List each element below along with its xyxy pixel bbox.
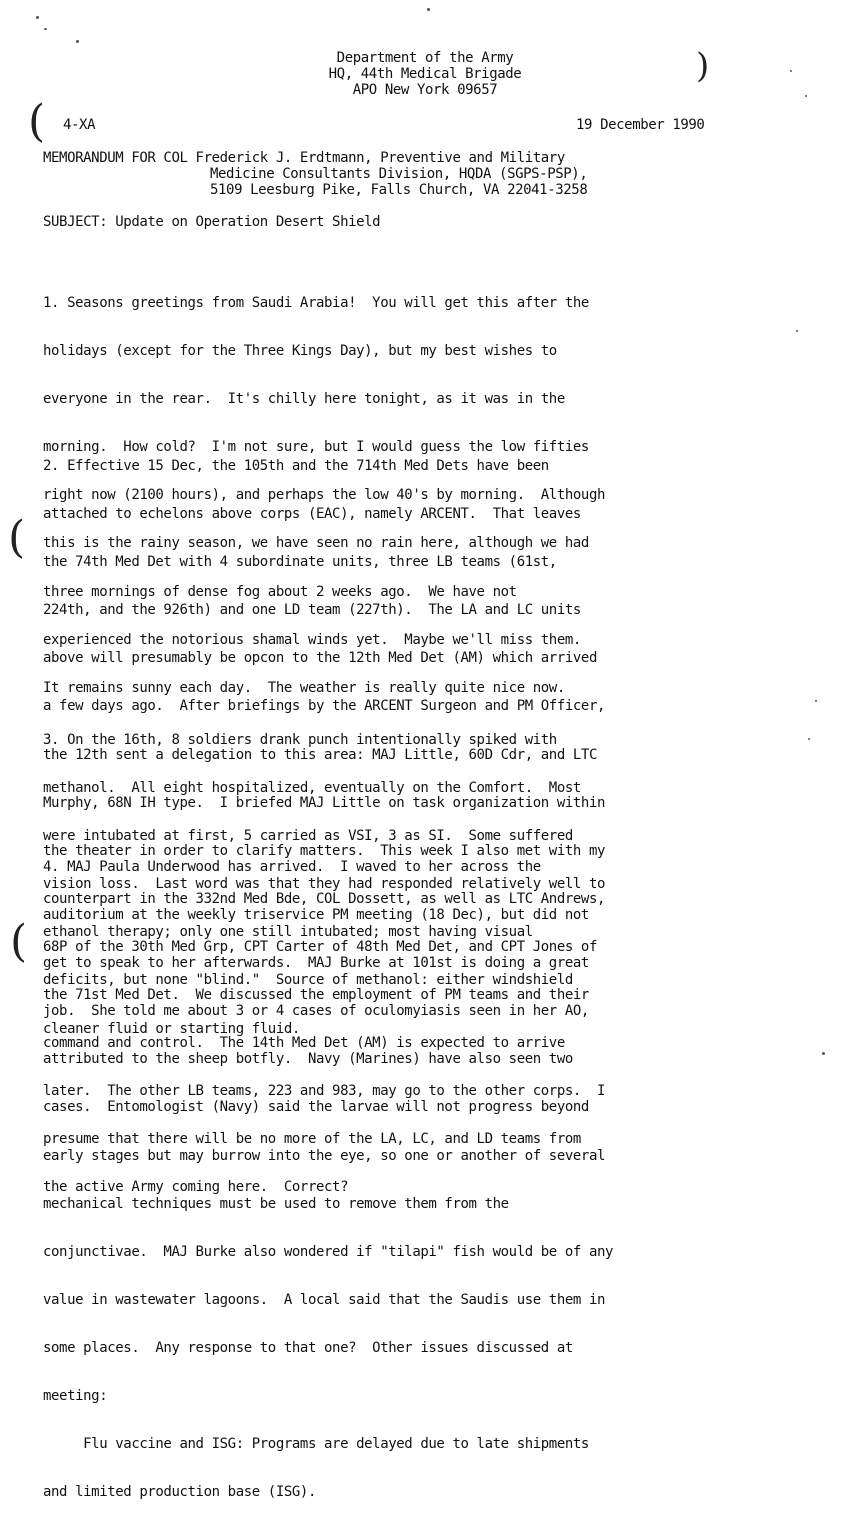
letterhead-org: Department of the Army (336, 50, 514, 66)
memo-for-line-2: Medicine Consultants Division, HQDA (SGPS-PSP), (210, 166, 588, 182)
paragraph-line: 3. On the 16th, 8 soldiers drank punch intentionally spiked with (43, 732, 557, 748)
paragraph-line: job. She told me about 3 or 4 cases of oculomyiasis seen in her AO, (43, 1003, 589, 1020)
memo-subject: SUBJECT: Update on Operation Desert Shield (43, 214, 381, 230)
paragraph-line: 1. Seasons greetings from Saudi Arabia! You will get this after the (43, 295, 589, 311)
paragraph-line: this is the rainy season, we have seen no rain here, although we had (43, 535, 589, 552)
paragraph-line: a few days ago. After briefings by the ARCENT Surgeon and PM Officer, (43, 698, 606, 715)
scan-speck (805, 95, 807, 97)
paragraph-line: the 74th Med Det with 4 subordinate units, three LB teams (61st, (43, 554, 557, 571)
paragraph-line: mechanical techniques must be used to remove them from the (43, 1195, 509, 1212)
paragraph-line: Murphy, 68N IH type. I briefed MAJ Little on task organization within (43, 794, 606, 811)
paragraph-line: were intubated at first, 5 carried as VSI, 3 as SI. Some suffered (43, 828, 573, 845)
office-symbol: 4-XA (63, 117, 96, 133)
paragraph-line: the theater in order to clarify matters. This week I also met with my (43, 842, 606, 859)
paragraph-line: command and control. The 14th Med Det (AM) is expected to arrive (43, 1035, 565, 1052)
paragraph-line: everyone in the rear. It's chilly here tonight, as it was in the (43, 391, 565, 408)
paragraph-line: meeting: (43, 1388, 108, 1405)
scan-speck (815, 700, 817, 702)
paragraph-line: the active Army coming here. Correct? (43, 1179, 349, 1196)
scan-speck (808, 738, 810, 740)
memo-for-line-1: MEMORANDUM FOR COL Frederick J. Erdtmann, Preventive and Military (43, 150, 565, 166)
scan-speck (790, 70, 792, 72)
paragraph-line: attached to echelons above corps (EAC), namely ARCENT. That leaves (43, 506, 581, 523)
scan-speck (427, 8, 430, 11)
paragraph-line: It remains sunny each day. The weather is really quite nice now. (43, 679, 565, 696)
punch-hole-mark: ( (28, 96, 46, 147)
paragraph-line: auditorium at the weekly triservice PM meeting (18 Dec), but did not (43, 907, 589, 924)
paragraph-line: and limited production base (ISG). (43, 1484, 316, 1501)
paragraph-line: later. The other LB teams, 223 and 983, may go to the other corps. I (43, 1083, 606, 1100)
scan-speck (796, 330, 798, 332)
letterhead-apo: APO New York 09657 (352, 82, 498, 98)
paragraph-line: value in wastewater lagoons. A local said that the Saudis use them in (43, 1291, 606, 1308)
paragraph-line: attributed to the sheep botfly. Navy (Marines) have also seen two (43, 1051, 573, 1068)
paragraph-line: above will presumably be opcon to the 12th Med Det (AM) which arrived (43, 650, 597, 667)
paragraph-line: the 71st Med Det. We discussed the employment of PM teams and their (43, 987, 589, 1004)
paragraph-line: right now (2100 hours), and perhaps the low 40's by morning. Although (43, 487, 606, 504)
paragraph-line: 224th, and the 926th) and one LD team (227th). The LA and LC units (43, 602, 581, 619)
paragraph-line: 4. MAJ Paula Underwood has arrived. I waved to her across the (43, 859, 541, 875)
scan-speck (76, 40, 79, 43)
letterhead-unit: HQ, 44th Medical Brigade (328, 66, 522, 82)
paragraph-line: counterpart in the 332nd Med Bde, COL Dossett, as well as LTC Andrews, (43, 890, 606, 907)
punch-hole-mark: ( (10, 916, 28, 967)
punch-hole-mark: ( (8, 512, 26, 563)
paragraph-line: holidays (except for the Three Kings Day), but my best wishes to (43, 343, 557, 360)
paragraph-line: presume that there will be no more of the LA, LC, and LD teams from (43, 1131, 581, 1148)
paragraph-line: early stages but may burrow into the eye, so one or another of several (43, 1147, 606, 1164)
paragraph-line: ethanol therapy; only one still intubated; most having visual (43, 924, 533, 941)
paragraph-line: 68P of the 30th Med Grp, CPT Carter of 48th Med Det, and CPT Jones of (43, 938, 597, 955)
paragraph-line: cleaner fluid or starting fluid. (43, 1020, 300, 1037)
punch-hole-mark: ) (696, 46, 710, 86)
paragraph-line: 2. Effective 15 Dec, the 105th and the 714th Med Dets have been (43, 458, 549, 474)
memo-date: 19 December 1990 (576, 117, 705, 133)
scan-speck (36, 16, 39, 19)
paragraph-line: get to speak to her afterwards. MAJ Burke at 101st is doing a great (43, 955, 589, 972)
scan-speck (822, 1052, 825, 1055)
paragraph-line: vision loss. Last word was that they had responded relatively well to (43, 876, 606, 893)
paragraph-line: the 12th sent a delegation to this area: MAJ Little, 60D Cdr, and LTC (43, 746, 597, 763)
paragraph-line: three mornings of dense fog about 2 weeks ago. We have not (43, 583, 517, 600)
paragraph-line: Flu vaccine and ISG: Programs are delayed due to late shipments (43, 1436, 589, 1453)
paragraph-line: methanol. All eight hospitalized, eventually on the Comfort. Most (43, 780, 581, 797)
paragraph-line: morning. How cold? I'm not sure, but I would guess the low fifties (43, 439, 589, 456)
paragraph-4 (43, 827, 743, 1532)
memo-for-line-3: 5109 Leesburg Pike, Falls Church, VA 22041-3258 (210, 182, 588, 198)
scan-speck (44, 28, 47, 30)
paragraph-line: deficits, but none "blind." Source of methanol: either windshield (43, 972, 573, 989)
paragraph-line: some places. Any response to that one? Other issues discussed at (43, 1339, 573, 1356)
paragraph-line: cases. Entomologist (Navy) said the larvae will not progress beyond (43, 1099, 589, 1116)
paragraph-line: experienced the notorious shamal winds yet. Maybe we'll miss them. (43, 631, 581, 648)
paragraph-line: conjunctivae. MAJ Burke also wondered if "tilapi" fish would be of any (43, 1243, 614, 1260)
